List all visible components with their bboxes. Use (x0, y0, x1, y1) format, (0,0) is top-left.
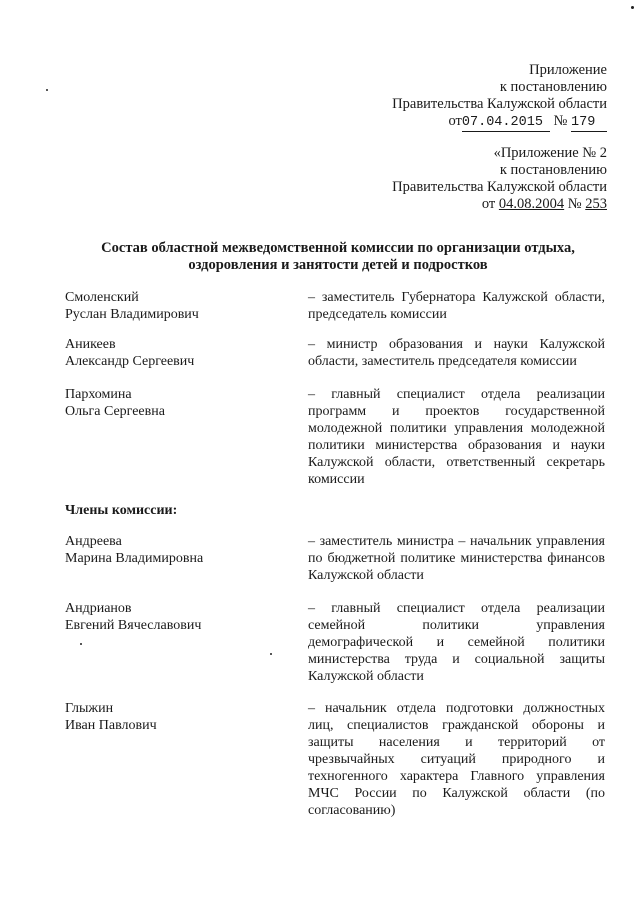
previous-date: 04.08.2004 (498, 196, 565, 212)
person-role: – министр образования и науки Калужской области, заместитель председателя комиссии (308, 337, 605, 369)
previous-date-line: от 04.08.2004 № 253 (481, 196, 607, 212)
previous-government-label: Правительства Калужской области (392, 179, 607, 195)
scan-speck (46, 89, 48, 91)
person-name: Андреева Марина Владимировна (65, 534, 204, 566)
attachment-date-line: от07.04.2015 № 179 (392, 113, 607, 132)
person-role: – заместитель Губернатора Калужской области, председатель комиссии (308, 290, 605, 322)
previous-number: 253 (585, 196, 607, 212)
scan-speck (631, 6, 634, 9)
person-name: Пархомина Ольга Сергеевна (65, 387, 165, 419)
scan-speck (270, 653, 272, 655)
document-title: Состав областной межведомственной комиссии по организации отдыха, оздоровления и занятости детей и подростков (101, 240, 575, 273)
previous-resolution-header (392, 145, 607, 213)
attachment-resolution-label: к постановлению (499, 79, 607, 95)
person-name: Глыжин Иван Павлович (65, 701, 157, 733)
previous-resolution-label: к постановлению (499, 162, 607, 178)
person-role: – главный специалист отдела реализации семейной политики управления демографической и семейной политики министерства труда и социальной защиты Калужской области (308, 601, 605, 684)
attachment-date: 07.04.2015 (462, 114, 550, 132)
person-role: – начальник отдела подготовки должностных лиц, специалистов гражданской обороны и защиты населения и территорий от чрезвычайных ситуаций природного и техногенного характера Главного управления МЧС России по Калужской области (по согласованию) (308, 701, 605, 818)
person-name: Андрианов Евгений Вячеславович (65, 601, 202, 633)
scan-speck (80, 643, 82, 645)
person-name: Смоленский Руслан Владимирович (65, 290, 199, 322)
person-role: – заместитель министра – начальник управления по бюджетной политике министерства финансов Калужской области (308, 534, 605, 583)
attachment-government-label: Правительства Калужской области (392, 96, 607, 112)
members-heading: Члены комиссии: (65, 503, 178, 518)
attachment-label: Приложение (529, 62, 607, 78)
attachment-number: 179 (571, 114, 607, 132)
person-role: – главный специалист отдела реализации программ и проектов государственной молодежной политики управления молодежной политики министерства образования и науки Калужской области, ответственный секретарь комиссии (308, 387, 605, 487)
previous-attachment-label: «Приложение № 2 (493, 145, 607, 161)
person-name: Аникеев Александр Сергеевич (65, 337, 195, 369)
attachment-header (392, 62, 607, 132)
